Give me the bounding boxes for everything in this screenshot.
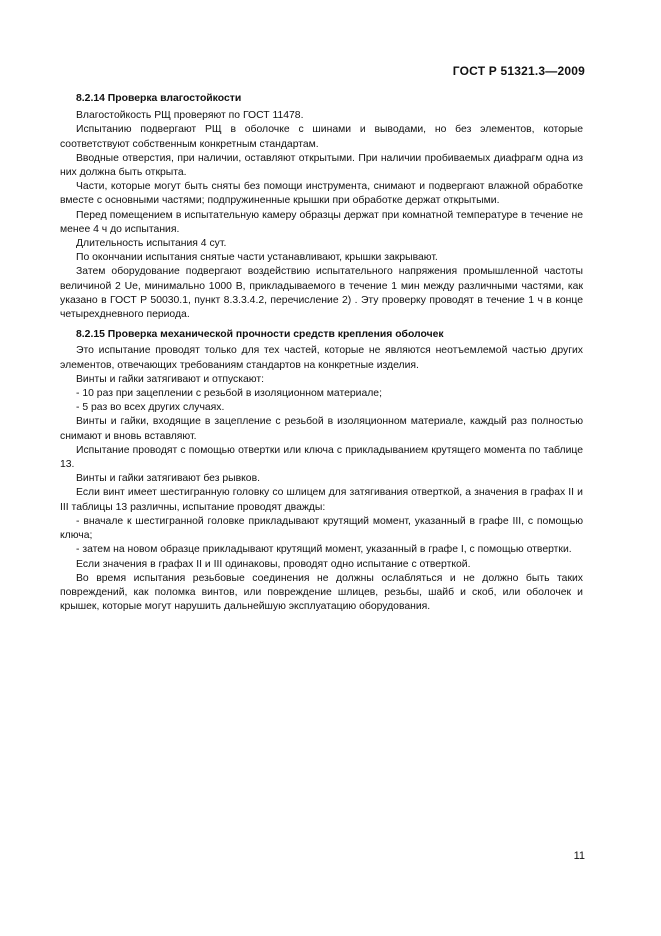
section-heading-8-2-14: 8.2.14 Проверка влагостойкости: [76, 93, 242, 104]
paragraph: По окончании испытания снятые части устанавливают, крышки закрывают.: [76, 252, 438, 264]
list-item: - вначале к шестигранной головке прикладывают крутящий момент, указанный в графе III, с помощью ключа;: [60, 515, 583, 542]
paragraph: Части, которые могут быть сняты без помощи инструмента, снимают и подвергают влажной обработке вместе с основными частями; подпружиненные крышки при обработке держат открытыми.: [60, 181, 583, 207]
document-body: [60, 92, 583, 614]
paragraph: Перед помещением в испытательную камеру образцы держат при комнатной температуре в течение не менее 4 ч до испытания.: [60, 209, 583, 235]
paragraph: Это испытание проводят только для тех частей, которые не являются неотъемлемой частью других элементов, отвечающих требованиям стандартов на конкретные изделия.: [60, 345, 583, 371]
paragraph: Винты и гайки, входящие в зацепление с резьбой в изоляционном материале, каждый раз полностью снимают и вновь вставляют.: [60, 416, 583, 442]
paragraph: Винты и гайки затягивают без рывков.: [76, 473, 260, 485]
paragraph: Во время испытания резьбовые соединения не должны ослабляться и не должно быть таких повреждений, как поломка винтов, или повреждение шлицев, резьбы, шайб и скоб, или оболочек и крышек, которые могут нарушить дальнейшую эксплуатацию оборудования.: [60, 572, 583, 613]
page-number: 11: [573, 850, 585, 862]
paragraph: Испытание проводят с помощью отвертки или ключа с прикладыванием крутящего момента по таблице 13.: [60, 444, 583, 471]
paragraph: Испытанию подвергают РЩ в оболочке с шинами и выводами, но без элементов, которые соответствуют собственным конкретным стандартам.: [60, 124, 583, 150]
paragraph: Если винт имеет шестигранную головку со шлицем для затягивания отверткой, а значения в графах II и III таблицы 13 различны, испытание проводят дважды:: [60, 487, 583, 513]
list-item: - 5 раз во всех других случаях.: [76, 402, 225, 414]
document-header: ГОСТ Р 51321.3—2009: [452, 64, 585, 78]
paragraph: Если значения в графах II и III одинаковы, проводят одно испытание с отверткой.: [76, 558, 471, 570]
paragraph: Затем оборудование подвергают воздействию испытательного напряжения промышленной частоты величиной 2 Uе, минимально 1000 В, прикладываемого в течение 1 мин между различными частями, как указано в ГОСТ Р 50030.1, пункт 8.3.3.4.2, перечисление 2) . Эту проверку проводят в течение 1 ч в конце четырехдневного периода.: [60, 266, 583, 321]
list-item: - 10 раз при зацеплении с резьбой в изоляционном материале;: [76, 388, 382, 400]
paragraph: Длительность испытания 4 сут.: [76, 238, 227, 250]
paragraph: Вводные отверстия, при наличии, оставляют открытыми. При наличии пробиваемых диафрагм одна из них должна быть открыта.: [60, 152, 583, 179]
list-item: - затем на новом образце прикладывают крутящий момент, указанный в графе I, с помощью отвертки.: [76, 544, 572, 556]
paragraph: Винты и гайки затягивают и отпускают:: [76, 373, 265, 385]
section-heading-8-2-15: 8.2.15 Проверка механической прочности средств крепления оболочек: [76, 329, 444, 341]
paragraph: Влагостойкость РЩ проверяют по ГОСТ 11478.: [76, 110, 304, 122]
